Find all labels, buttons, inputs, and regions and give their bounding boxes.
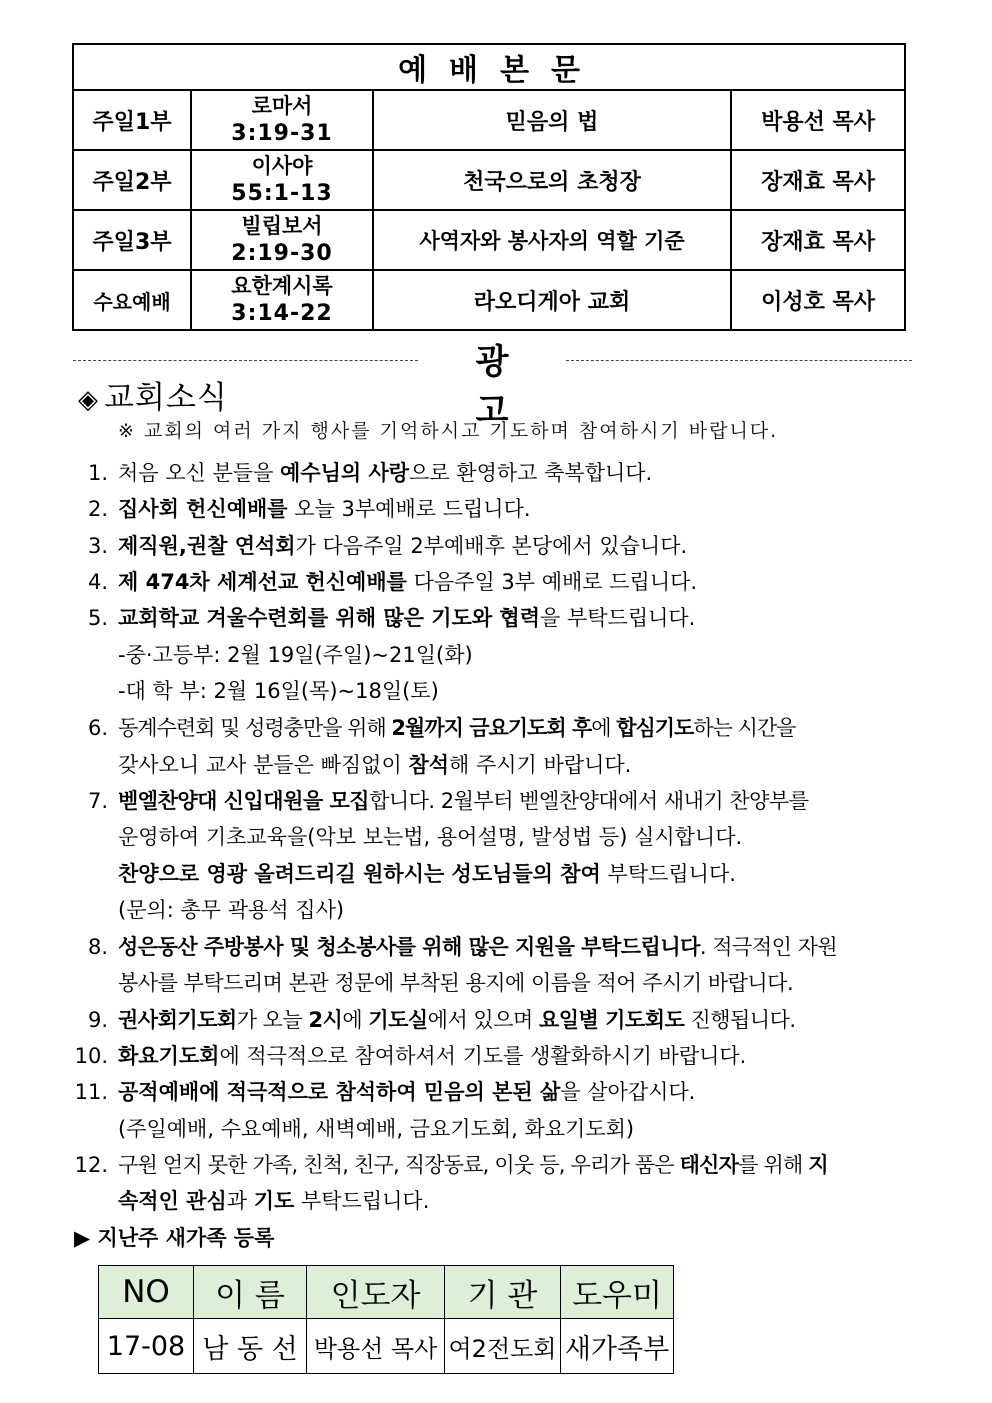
item-text xyxy=(118,1077,695,1107)
item-text xyxy=(118,1041,746,1071)
item-text xyxy=(118,567,697,597)
emphasis-text: 참석 xyxy=(408,753,449,777)
scripture-book: 이사야 xyxy=(251,154,313,178)
item-text-cont xyxy=(118,1186,429,1216)
emphasis-text: 태신자 xyxy=(679,1153,739,1177)
text-segment: 가 오늘 xyxy=(236,1008,309,1032)
new-family-heading: ▶ 지난주 새가족 등록 xyxy=(74,1226,275,1250)
scripture-ref xyxy=(191,90,373,150)
emphasis-text: 제직원,권찰 연석회 xyxy=(118,534,296,558)
preacher-name: 장재효 목사 xyxy=(731,210,905,270)
table-header-row xyxy=(99,1266,674,1319)
table-row xyxy=(99,1319,674,1374)
worship-row xyxy=(73,210,905,270)
text-segment: 가 다음주일 2부예배후 본당에서 있습니다. xyxy=(295,534,688,558)
col-header-name: 이 름 xyxy=(194,1266,307,1319)
worship-row xyxy=(73,270,905,330)
text-segment: 를 위해 xyxy=(738,1153,809,1177)
text-segment: 에 xyxy=(591,716,617,740)
item-text xyxy=(118,531,687,561)
text-segment: 하는 시간을 xyxy=(693,716,796,740)
scripture-book: 요한계시록 xyxy=(231,274,333,298)
item-text xyxy=(118,713,795,743)
church-news-heading xyxy=(78,378,228,420)
text-segment: 구원 얻지 못한 가족, 친척, 친구, 직장동료, 이웃 등, 우리가 품은 xyxy=(118,1153,680,1177)
text-segment: 오늘 3부예배로 드립니다. xyxy=(287,497,531,521)
service-name: 수요예배 xyxy=(73,270,191,330)
text-segment: 합니다. 2월부터 벧엘찬양대에서 새내기 찬양부를 xyxy=(369,789,809,813)
text-segment: 진행됩니다. xyxy=(684,1008,796,1032)
worship-table xyxy=(72,43,906,331)
scripture-verse: 3:19-31 xyxy=(231,121,333,146)
emphasis-text: 2시 xyxy=(308,1008,343,1032)
text-segment: 다음주일 3부 예배로 드립니다. xyxy=(406,570,698,594)
text-segment: 과 xyxy=(226,1189,254,1213)
preacher-name: 장재효 목사 xyxy=(731,150,905,210)
col-header-no: NO xyxy=(99,1266,194,1319)
text-segment: 을 부탁드립니다. xyxy=(540,606,696,630)
worship-row xyxy=(73,150,905,210)
sermon-title: 사역자와 봉사자의 역할 기준 xyxy=(373,210,731,270)
item-number: 8. xyxy=(87,935,108,959)
emphasis-text: 요일별 기도회도 xyxy=(538,1008,685,1032)
preacher-name: 이성호 목사 xyxy=(731,270,905,330)
sermon-title: 천국으로의 초청장 xyxy=(373,150,731,210)
text-segment: 부탁드립니다. xyxy=(600,862,736,886)
sermon-title: 라오디게아 교회 xyxy=(373,270,731,330)
emphasis-text: 속적인 관심 xyxy=(118,1189,227,1213)
text-segment: 해 주시기 바랍니다. xyxy=(449,753,632,777)
emphasis-text: 기도 xyxy=(253,1189,295,1213)
church-news-title: 교회소식 xyxy=(104,380,228,416)
preacher-name: 박용선 목사 xyxy=(731,90,905,150)
item-number: 3. xyxy=(87,534,108,558)
item-number: 7. xyxy=(87,789,108,813)
new-family-table xyxy=(98,1265,674,1374)
item-text xyxy=(118,603,695,633)
text-segment: 에 적극적으로 참여하셔서 기도를 생활화하시기 바랍니다. xyxy=(219,1044,747,1068)
item-text xyxy=(118,786,809,816)
text-segment: 에서 있으며 xyxy=(427,1008,539,1032)
emphasis-text: 예수님의 사랑 xyxy=(280,461,410,485)
text-segment: 부탁드립니다. xyxy=(294,1189,430,1213)
scripture-ref xyxy=(191,210,373,270)
cell-no: 17-08 xyxy=(99,1319,194,1374)
text-segment: 갖사오니 교사 분들은 빠짐없이 xyxy=(118,753,409,777)
scripture-book: 빌립보서 xyxy=(241,214,323,238)
item-text-cont: 봉사를 부탁드리며 본관 정문에 부착된 용지에 이름을 적어 주시기 바랍니다. xyxy=(118,971,794,995)
col-header-helper: 도우미 xyxy=(561,1266,674,1319)
sermon-title: 믿음의 법 xyxy=(373,90,731,150)
service-name: 주일3부 xyxy=(73,210,191,270)
ads-title: 광고 xyxy=(475,342,539,431)
worship-table-title: 예배본문 xyxy=(73,44,905,90)
emphasis-text: 성은동산 주방봉사 및 청소봉사를 위해 많은 지원을 부탁드립니다 xyxy=(118,935,700,959)
item-text-cont: 운영하여 기초교육을(악보 보는법, 용어설명, 발성법 등) 실시합니다. xyxy=(118,825,743,849)
scripture-book: 로마서 xyxy=(251,94,313,118)
item-number: 10. xyxy=(74,1044,108,1068)
item-text-cont xyxy=(118,859,736,889)
cell-helper: 새가족부 xyxy=(561,1319,674,1374)
item-text xyxy=(118,1150,828,1180)
item-number: 1. xyxy=(87,461,108,485)
item-number: 4. xyxy=(87,570,108,594)
scripture-ref xyxy=(191,270,373,330)
emphasis-text: 집사회 헌신예배를 xyxy=(118,497,288,521)
item-number: 9. xyxy=(87,1008,108,1032)
emphasis-text: 권사회기도회 xyxy=(118,1008,237,1032)
text-segment: 처음 오신 분들을 xyxy=(118,461,281,485)
item-number: 5. xyxy=(87,606,108,630)
item-number: 6. xyxy=(87,716,108,740)
cell-name: 남 동 선 xyxy=(194,1319,307,1374)
item-number: 12. xyxy=(74,1153,108,1177)
item-number: 11. xyxy=(74,1080,108,1104)
item-text-cont: (주일예배, 수요예배, 새벽예배, 금요기도회, 화요기도회) xyxy=(118,1117,635,1141)
text-segment: . 적극적인 자원 xyxy=(699,935,838,959)
worship-row xyxy=(73,90,905,150)
item-text xyxy=(118,458,652,488)
emphasis-text: 공적예배에 적극적으로 참석하여 믿음의 본된 삶 xyxy=(118,1080,561,1104)
cell-org: 여2전도회 xyxy=(445,1319,561,1374)
item-subtext: -중·고등부: 2월 19일(주일)~21일(화) xyxy=(118,643,473,667)
ads-divider-left xyxy=(73,360,418,361)
emphasis-text: 2월까지 금요기도회 후 xyxy=(391,716,592,740)
emphasis-text: 지 xyxy=(808,1153,828,1177)
item-text-cont xyxy=(118,750,631,780)
text-segment: 으로 환영하고 축복합니다. xyxy=(409,461,653,485)
emphasis-text: 합심기도 xyxy=(616,716,694,740)
scripture-verse: 3:14-22 xyxy=(231,301,333,326)
scripture-ref xyxy=(191,150,373,210)
scripture-verse: 55:1-13 xyxy=(231,181,333,206)
item-text-cont: (문의: 총무 곽용석 집사) xyxy=(118,898,345,922)
church-news-note: ※ 교회의 여러 가지 행사를 기억하시고 기도하며 참여하시기 바랍니다. xyxy=(118,420,779,442)
diamond-icon: ◈ xyxy=(78,385,98,415)
item-number: 2. xyxy=(87,497,108,521)
item-text xyxy=(118,1005,796,1035)
item-text xyxy=(118,932,837,962)
emphasis-text: 교회학교 겨울수련회를 위해 많은 기도와 협력 xyxy=(118,606,540,630)
cell-guide: 박용선 목사 xyxy=(307,1319,445,1374)
service-name: 주일2부 xyxy=(73,150,191,210)
emphasis-text: 기도실 xyxy=(368,1008,428,1032)
emphasis-text: 제 474차 세계선교 헌신예배를 xyxy=(118,570,407,594)
col-header-org: 기 관 xyxy=(445,1266,561,1319)
item-text xyxy=(118,494,531,524)
scripture-verse: 2:19-30 xyxy=(231,241,333,266)
text-segment: 에 xyxy=(342,1008,369,1032)
ads-divider-right xyxy=(566,360,912,361)
service-name: 주일1부 xyxy=(73,90,191,150)
emphasis-text: 찬양으로 영광 올려드리길 원하시는 성도님들의 참여 xyxy=(118,862,601,886)
item-subtext: -대 학 부: 2월 16일(목)~18일(토) xyxy=(118,679,439,703)
col-header-guide: 인도자 xyxy=(307,1266,445,1319)
emphasis-text: 화요기도회 xyxy=(118,1044,220,1068)
emphasis-text: 벧엘찬양대 신입대원을 모집 xyxy=(118,789,370,813)
text-segment: 동계수련회 및 성령충만을 위해 xyxy=(118,716,392,740)
text-segment: 을 살아갑시다. xyxy=(560,1080,696,1104)
